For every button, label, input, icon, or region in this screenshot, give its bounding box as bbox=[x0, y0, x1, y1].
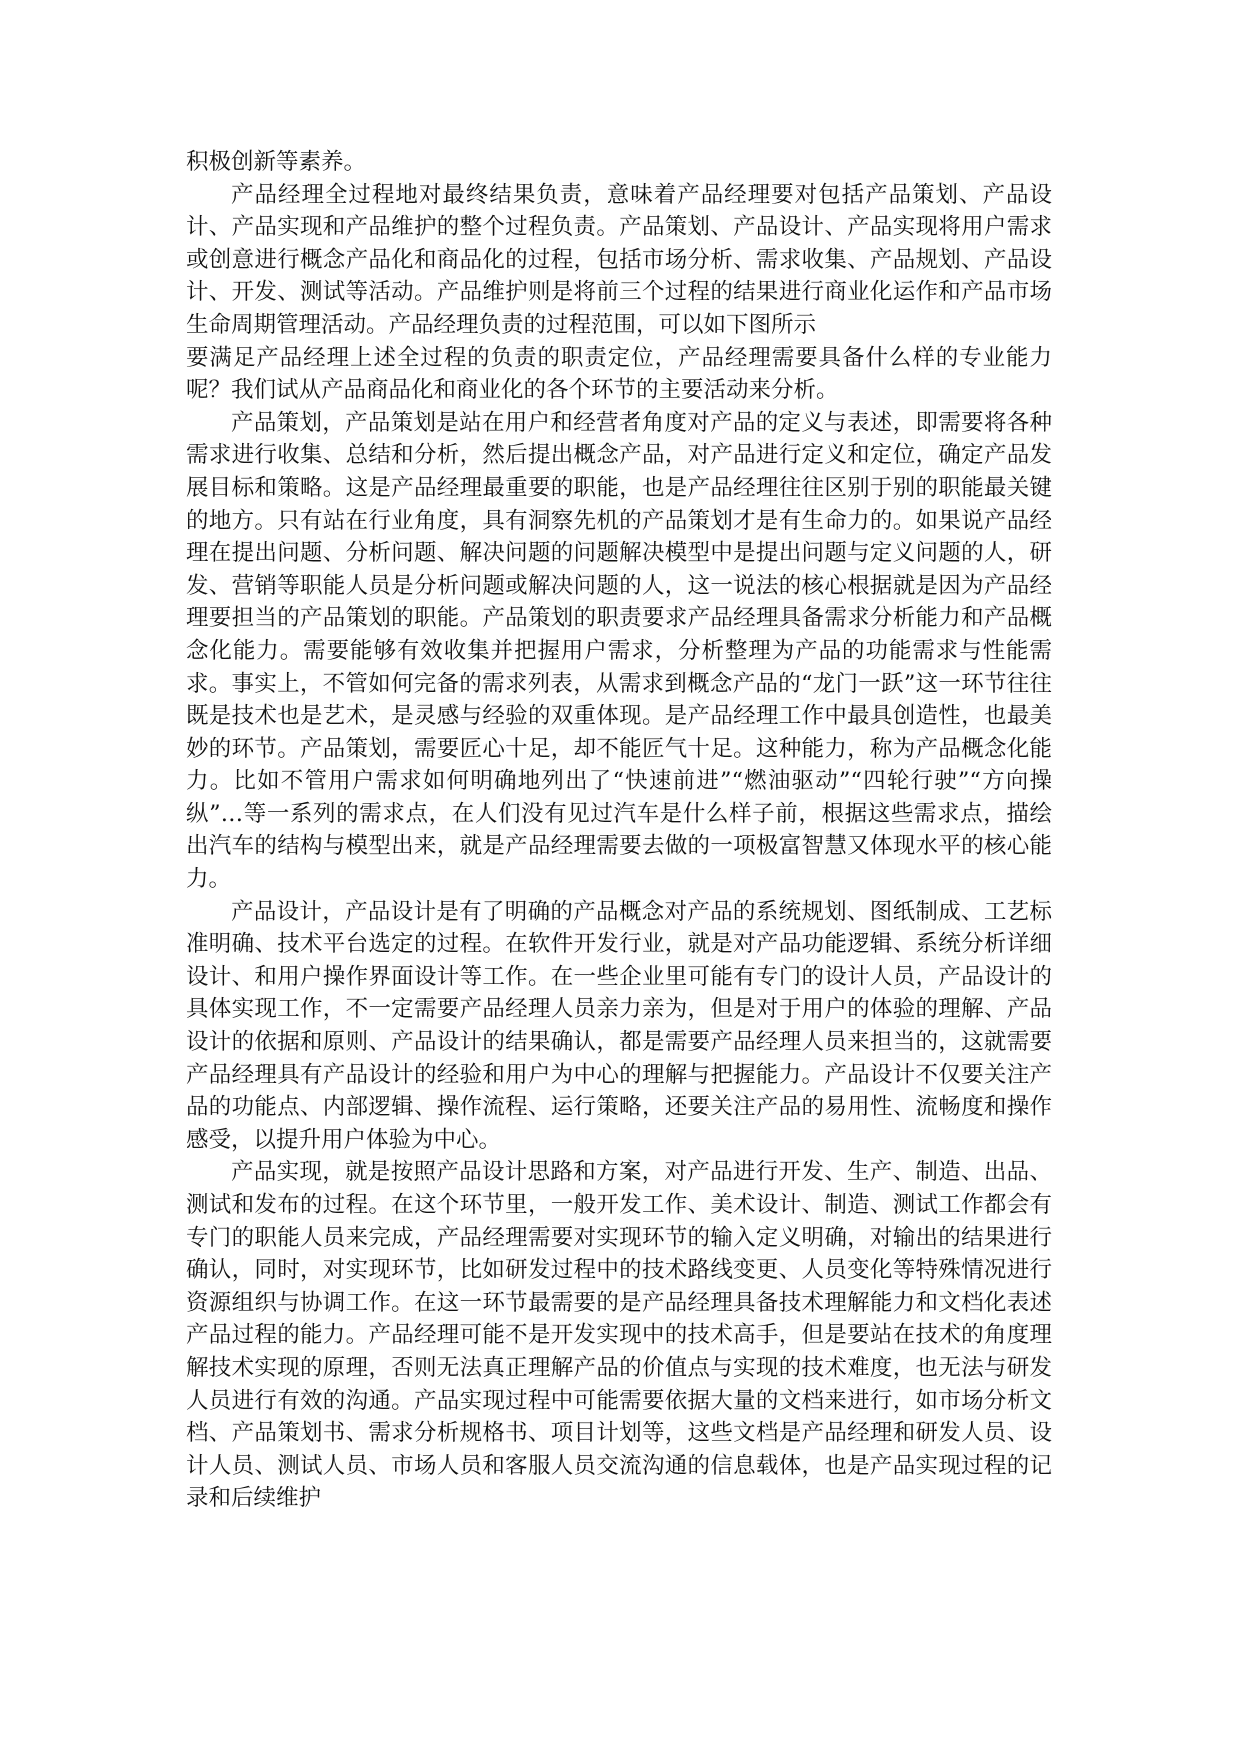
paragraph-product-implementation: 产品实现，就是按照产品设计思路和方案，对产品进行开发、生产、制造、出品、测试和发布的过程。在这个环节里，一般开发工作、美术设计、制造、测试工作都会有专门的职能人员来完成，产品经理需要对实现环节的输入定义明确，对输出的结果进行确认，同时，对实现环节，比如研发过程中的技术路线变更、人员变化等特殊情况进行资源组织与协调工作。在这一环节最需要的是产品经理具备技术理解能力和文档化表述产品过程的能力。产品经理可能不是开发实现中的技术高手，但是要站在技术的角度理解技术实现的原理，否则无法真正理解产品的价值点与实现的技术难度，也无法与研发人员进行有效的沟通。产品实现过程中可能需要依据大量的文档来进行，如市场分析文档、产品策划书、需求分析规格书、项目计划等，这些文档是产品经理和研发人员、设计人员、测试人员、市场人员和客服人员交流沟通的信息载体，也是产品实现过程的记录和后续维护 bbox=[186, 1159, 1052, 1512]
paragraph-product-design: 产品设计，产品设计是有了明确的产品概念对产品的系统规划、图纸制成、工艺标准明确、技术平台选定的过程。在软件开发行业，就是对产品功能逻辑、系统分析详细设计、和用户操作界面设计等工作。在一些企业里可能有专门的设计人员，产品设计的具体实现工作，不一定需要产品经理人员亲力亲为，但是对于用户的体验的理解、产品设计的依据和原则、产品设计的结果确认，都是需要产品经理人员来担当的，这就需要产品经理具有产品设计的经验和用户为中心的理解与把握能力。产品设计不仅要关注产品的功能点、内部逻辑、操作流程、运行策略，还要关注产品的易用性、流畅度和操作感受，以提升用户体验为中心。 bbox=[186, 898, 1052, 1153]
paragraph-full-process: 产品经理全过程地对最终结果负责，意味着产品经理要对包括产品策划、产品设计、产品实现和产品维护的整个过程负责。产品策划、产品设计、产品实现将用户需求或创意进行概念产品化和商品化的过程，包括市场分析、需求收集、产品规划、产品设计、开发、测试等活动。产品维护则是将前三个过程的结果进行商业化运作和产品市场生命周期管理活动。产品经理负责的过程范围，可以如下图所示 bbox=[186, 181, 1052, 338]
document-page bbox=[186, 146, 1052, 1515]
paragraph-product-planning: 产品策划，产品策划是站在用户和经营者角度对产品的定义与表述，即需要将各种需求进行收集、总结和分析，然后提出概念产品，对产品进行定义和定位，确定产品发展目标和策略。这是产品经理最重要的职能，也是产品经理往往区别于别的职能最关键的地方。只有站在行业角度，具有洞察先机的产品策划才是有生命力的。如果说产品经理在提出问题、分析问题、解决问题的问题解决模型中是提出问题与定义问题的人，研发、营销等职能人员是分析问题或解决问题的人，这一说法的核心根据就是因为产品经理要担当的产品策划的职能。产品策划的职责要求产品经理具备需求分析能力和产品概念化能力。需要能够有效收集并把握用户需求，分析整理为产品的功能需求与性能需求。事实上，不管如何完备的需求列表，从需求到概念产品的“龙门一跃”这一环节往往既是技术也是艺术，是灵感与经验的双重体现。是产品经理工作中最具创造性，也最美妙的环节。产品策划，需要匠心十足，却不能匠气十足。这种能力，称为产品概念化能力。比如不管用户需求如何明确地列出了“快速前进”“燃油驱动”“四轮行驶”“方向操纵”…等一系列的需求点，在人们没有见过汽车是什么样子前，根据这些需求点，描绘出汽车的结构与模型出来，就是产品经理需要去做的一项极富智慧又体现水平的核心能力。 bbox=[186, 409, 1052, 893]
paragraph-ability-intro: 要满足产品经理上述全过程的负责的职责定位，产品经理需要具备什么样的专业能力呢？我们试从产品商品化和商业化的各个环节的主要活动来分析。 bbox=[186, 344, 1052, 404]
paragraph-continuation: 积极创新等素养。 bbox=[186, 149, 367, 175]
